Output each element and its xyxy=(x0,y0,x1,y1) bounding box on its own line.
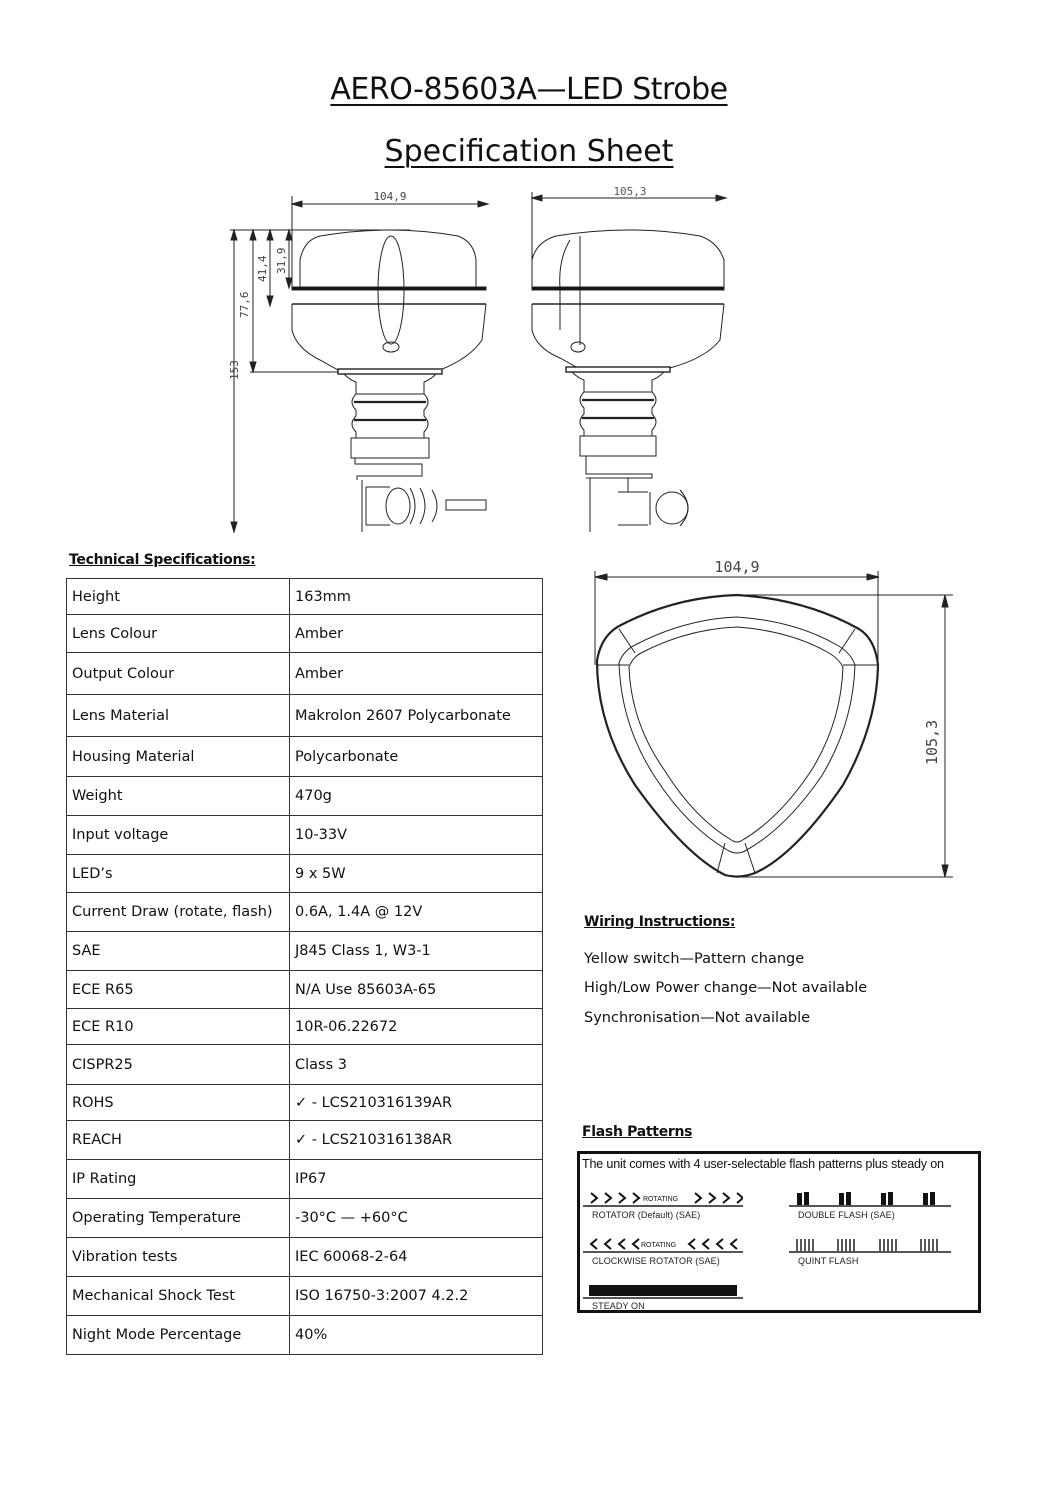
tech-specs-table xyxy=(66,578,543,1355)
spec-row xyxy=(67,777,543,816)
spec-value: 9 x 5W xyxy=(290,855,543,893)
pattern-label-steady-on: STEADY ON xyxy=(592,1301,645,1311)
spec-value: -30°C — +60°C xyxy=(290,1199,543,1238)
side-dim-31-9-label: 31,9 xyxy=(275,247,288,274)
spec-row xyxy=(67,855,543,893)
side-width-label: 104,9 xyxy=(373,190,407,203)
front-width-label: 105,3 xyxy=(613,185,647,198)
spec-value: IEC 60068-2-64 xyxy=(290,1238,543,1277)
wiring-line: Synchronisation—Not available xyxy=(584,1010,811,1026)
spec-key: Housing Material xyxy=(67,737,290,777)
spec-key: Operating Temperature xyxy=(67,1199,290,1238)
steady-bar-icon xyxy=(583,1281,743,1301)
spec-row xyxy=(67,1085,543,1121)
spec-key: SAE xyxy=(67,932,290,971)
spec-row xyxy=(67,579,543,615)
spec-key: Height xyxy=(67,579,290,615)
top-width-label: 104,9 xyxy=(714,558,760,576)
document-title-text: AERO-85603A—LED Strobe xyxy=(330,72,728,107)
spec-row xyxy=(67,1316,543,1355)
spec-value: 0.6A, 1.4A @ 12V xyxy=(290,893,543,932)
document-subtitle-text: Specification Sheet xyxy=(384,134,674,169)
side-dim-41-4-label: 41,4 xyxy=(256,255,269,282)
spec-key: CISPR25 xyxy=(67,1045,290,1085)
spec-row xyxy=(67,816,543,855)
wiring-line: Yellow switch—Pattern change xyxy=(584,951,805,967)
spec-value: 163mm xyxy=(290,579,543,615)
spec-key: Output Colour xyxy=(67,653,290,695)
spec-key: Lens Colour xyxy=(67,615,290,653)
pattern-label-quint-flash: QUINT FLASH xyxy=(798,1256,859,1266)
pattern-label-clockwise-rotator: CLOCKWISE ROTATOR (SAE) xyxy=(592,1256,720,1266)
rotating-word: ROTATING xyxy=(643,1196,679,1203)
wiring-line: High/Low Power change—Not available xyxy=(584,980,868,996)
side-view-drawing xyxy=(220,180,520,540)
spec-row xyxy=(67,1238,543,1277)
spec-value: 10R-06.22672 xyxy=(290,1009,543,1045)
spec-key: IP Rating xyxy=(67,1160,290,1199)
spec-row xyxy=(67,695,543,737)
spec-key: Vibration tests xyxy=(67,1238,290,1277)
side-dim-153-label: 153 xyxy=(228,360,241,380)
spec-key: REACH xyxy=(67,1121,290,1160)
spec-value: 40% xyxy=(290,1316,543,1355)
front-view-drawing xyxy=(520,180,740,540)
spec-key: Night Mode Percentage xyxy=(67,1316,290,1355)
flash-patterns-box xyxy=(577,1151,981,1313)
top-height-label: 105,3 xyxy=(923,719,941,765)
spec-key: Current Draw (rotate, flash) xyxy=(67,893,290,932)
spec-row xyxy=(67,893,543,932)
spec-value: ✓ - LCS210316139AR xyxy=(290,1085,543,1121)
spec-key: ROHS xyxy=(67,1085,290,1121)
spec-row xyxy=(67,653,543,695)
spec-row xyxy=(67,1199,543,1238)
spec-value: Class 3 xyxy=(290,1045,543,1085)
spec-value: 470g xyxy=(290,777,543,816)
flash-patterns-heading: Flash Patterns xyxy=(582,1124,693,1140)
spec-key: Weight xyxy=(67,777,290,816)
side-dim-77-6-label: 77,6 xyxy=(238,291,251,318)
spec-value: Polycarbonate xyxy=(290,737,543,777)
spec-value: 10-33V xyxy=(290,816,543,855)
spec-key: LED’s xyxy=(67,855,290,893)
spec-value: J845 Class 1, W3-1 xyxy=(290,932,543,971)
spec-row xyxy=(67,1160,543,1199)
spec-key: ECE R10 xyxy=(67,1009,290,1045)
spec-value: ✓ - LCS210316138AR xyxy=(290,1121,543,1160)
spec-key: Mechanical Shock Test xyxy=(67,1277,290,1316)
spec-value: Amber xyxy=(290,615,543,653)
spec-row xyxy=(67,1121,543,1160)
spec-row xyxy=(67,1045,543,1085)
document-subtitle xyxy=(0,134,1058,169)
rotating-word: ROTATING xyxy=(641,1242,677,1249)
document-title xyxy=(0,72,1058,107)
quint-flash-icon xyxy=(789,1234,951,1254)
spec-row xyxy=(67,1009,543,1045)
double-flash-icon xyxy=(789,1188,951,1208)
flash-patterns-intro: The unit comes with 4 user-selectable flash patterns plus steady on xyxy=(582,1157,944,1171)
spec-row xyxy=(67,615,543,653)
spec-value: Amber xyxy=(290,653,543,695)
spec-row xyxy=(67,737,543,777)
spec-key: Lens Material xyxy=(67,695,290,737)
spec-value: ISO 16750-3:2007 4.2.2 xyxy=(290,1277,543,1316)
spec-row xyxy=(67,1277,543,1316)
tech-specs-heading: Technical Specifications: xyxy=(69,552,256,568)
spec-row xyxy=(67,932,543,971)
spec-value: IP67 xyxy=(290,1160,543,1199)
spec-key: ECE R65 xyxy=(67,971,290,1009)
chevron-right-icon xyxy=(583,1188,743,1208)
spec-key: Input voltage xyxy=(67,816,290,855)
spec-value: Makrolon 2607 Polycarbonate xyxy=(290,695,543,737)
spec-value: N/A Use 85603A-65 xyxy=(290,971,543,1009)
pattern-label-double-flash: DOUBLE FLASH (SAE) xyxy=(798,1210,895,1220)
top-view-drawing xyxy=(575,555,965,885)
pattern-label-rotator: ROTATOR (Default) (SAE) xyxy=(592,1210,701,1220)
chevron-left-icon xyxy=(583,1234,743,1254)
wiring-heading: Wiring Instructions: xyxy=(584,914,736,930)
spec-row xyxy=(67,971,543,1009)
